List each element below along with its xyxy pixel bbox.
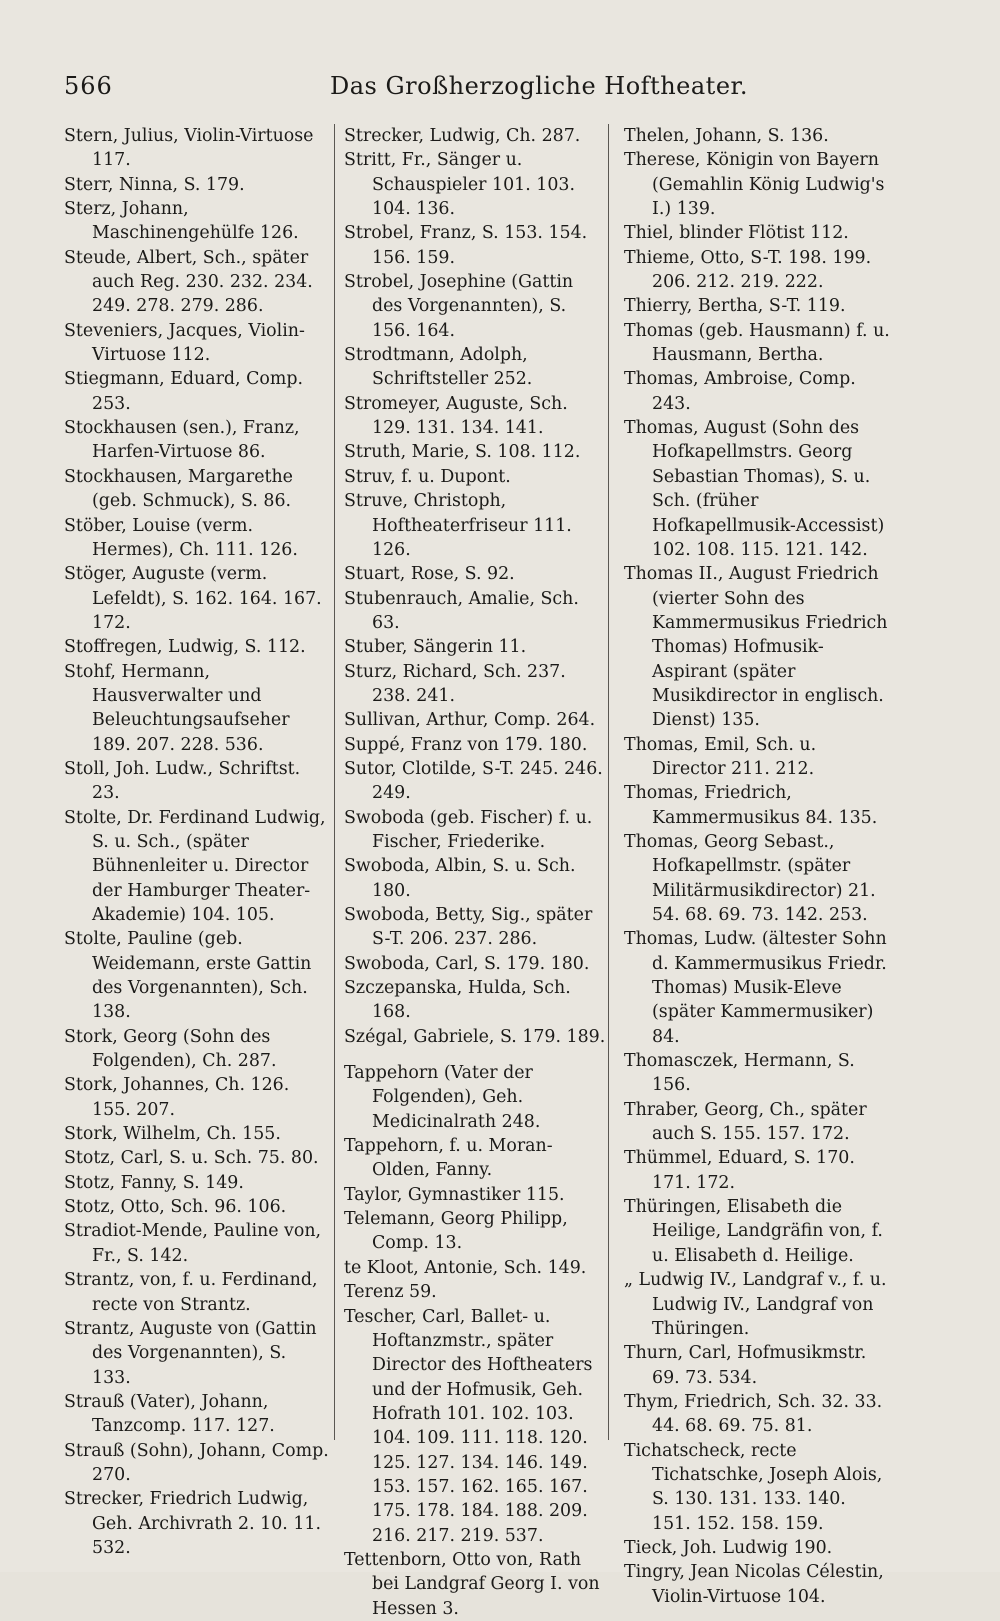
index-entry: Thomas, August (Sohn des Hofkapellmstrs. Georg Sebastian Thomas), S. u. Sch. (früher Hofkapellmusik-Accessist) 102. 108. 115. 121. 142. [624,418,885,560]
index-entry: Tappehorn (Vater der Folgenden), Geh. Medicinalrath 248. [344,1063,541,1132]
index-entry: Stockhausen, Margarethe (geb. Schmuck), S. 86. [64,466,293,512]
index-entry: „ Ludwig IV., Landgraf v., f. u. Ludwig IV., Landgraf von Thüringen. [624,1270,887,1339]
index-entry: Strantz, von, f. u. Ferdinand, recte von Strantz. [64,1270,318,1315]
index-entry: Stritt, Fr., Sänger u. Schauspieler 101. 103. 104. 136. [344,150,575,220]
index-entry: Sutor, Clotilde, S-T. 245. 246. 249. [344,758,603,804]
index-entry: Thomas, Georg Sebast., Hofkapellmstr. (später Militärmusikdirector) 21. 54. 68. 69. 73. 142. 253. [624,831,876,925]
index-entry: Strauß (Sohn), Johann, Comp. 270. [64,1440,329,1485]
index-entry: Thierry, Bertha, S-T. 119. [624,296,846,317]
index-entry: Thurn, Carl, Hofmusikmstr. 69. 73. 534. [624,1343,867,1388]
index-entry: Strecker, Friedrich Ludwig, Geh. Archivrath 2. 10. 11. 532. [64,1489,321,1558]
index-entry: Thomas II., August Friedrich (vierter Sohn des Kammermusikus Friedrich Thomas) Hofmusik-Aspirant (später Musikdirector in englisch. Dienst) 135. [624,564,888,731]
index-entry: Thüringen, Elisabeth die Heilige, Landgräfin von, f. u. Elisabeth d. Heilige. [624,1197,883,1266]
index-entry: Szczepanska, Hulda, Sch. 168. [344,978,571,1023]
index-entry: Stockhausen (sen.), Franz, Harfen-Virtuose 86. [64,418,300,463]
index-entry: Tingry, Jean Nicolas Célestin, Violin-Virtuose 104. [624,1562,884,1607]
index-entry: Stolte, Pauline (geb. Weidemann, erste Gattin des Vorgenannten), Sch. 138. [64,929,312,1023]
index-entry: Swoboda, Carl, S. 179. 180. [344,953,590,974]
index-entry: Taylor, Gymnastiker 115. [344,1184,565,1205]
index-entry: Thiel, blinder Flötist 112. [624,223,849,244]
index-entry: Stolte, Dr. Ferdinand Ludwig, S. u. Sch., (später Bühnenleiter u. Director der Hamburger Theater-Akademie) 104. 105. [64,807,326,925]
index-entry: Therese, Königin von Bayern (Gemahlin König Ludwig's I.) 139. [624,150,885,220]
index-entry: Stork, Johannes, Ch. 126. 155. 207. [64,1075,290,1120]
index-entry: Thomasczek, Hermann, S. 156. [624,1051,855,1096]
index-entry: Sturz, Richard, Sch. 237. 238. 241. [344,661,566,706]
page-number: 566 [64,72,113,100]
column-rule [608,124,609,1440]
index-entry: Strodtmann, Adolph, Schriftsteller 252. [344,345,533,390]
index-entry: Thomas, Emil, Sch. u. Director 211. 212. [624,734,817,779]
index-entry: Stromeyer, Auguste, Sch. 129. 131. 134. 141. [344,393,568,439]
index-entry: Tescher, Carl, Ballet- u. Hoftanzmstr., später Director des Hoftheaters und der Hofmusik, Geh. Hofrath 101. 102. 103. 104. 109. 111. 118. 120. 125. 127. 134. 146. 149. 153. 157. 162. 165. 167. 175. 178. 184. 188. 209. 216. 217. 219. 537. [344,1306,593,1546]
index-entry: Suppé, Franz von 179. 180. [344,734,588,755]
index-entry: Thieme, Otto, S-T. 198. 199. 206. 212. 219. 222. [624,247,872,293]
index-entry: Thomas (geb. Hausmann) f. u. Hausmann, Bertha. [624,320,890,366]
index-entry: Strobel, Franz, S. 153. 154. 156. 159. [344,223,588,268]
index-column-2 [344,124,606,1621]
running-head: Das Großherzogliche Hoftheater. [330,72,748,100]
index-entry: Terenz 59. [344,1282,437,1303]
index-column-3 [624,124,890,1609]
index-entry: Stuart, Rose, S. 92. [344,564,515,585]
index-entry: Strauß (Vater), Johann, Tanzcomp. 117. 127. [64,1391,275,1437]
index-entry: Steude, Albert, Sch., später auch Reg. 230. 232. 234. 249. 278. 279. 286. [64,247,313,317]
index-entry: Stern, Julius, Violin-Virtuose 117. [64,126,314,171]
index-entry: Swoboda, Albin, S. u. Sch. 180. [344,856,576,901]
index-entry: Stotz, Fanny, S. 149. [64,1172,244,1193]
index-entry: Thelen, Johann, S. 136. [624,126,829,146]
column-rule [334,124,335,1440]
index-entry: Struv, f. u. Dupont. [344,466,511,487]
index-entry: Struth, Marie, S. 108. 112. [344,442,581,463]
index-entry: Stuber, Sängerin 11. [344,637,527,658]
index-entry: Telemann, Georg Philipp, Comp. 13. [344,1209,568,1254]
index-entry: Sullivan, Arthur, Comp. 264. [344,710,596,731]
index-entry: Stotz, Otto, Sch. 96. 106. [64,1197,287,1218]
index-entry: Stotz, Carl, S. u. Sch. 75. 80. [64,1148,319,1169]
index-entry: Sterr, Ninna, S. 179. [64,174,245,195]
index-entry: Swoboda, Betty, Sig., später S-T. 206. 237. 286. [344,905,593,950]
index-entry: Tettenborn, Otto von, Rath bei Landgraf Georg I. von Hessen 3. [344,1549,600,1619]
index-entry: Strantz, Auguste von (Gattin des Vorgenannten), S. 133. [64,1318,317,1388]
index-entry: Struve, Christoph, Hoftheaterfriseur 111. 126. [344,491,572,560]
index-entry: Steveniers, Jacques, Violin-Virtuose 112. [64,320,305,366]
index-entry: Stöger, Auguste (verm. Lefeldt), S. 162. 164. 167. 172. [64,564,322,633]
index-entry: Stohf, Hermann, Hausverwalter und Beleuchtungsaufseher 189. 207. 228. 536. [64,661,290,755]
index-entry: Szégal, Gabriele, S. 179. 189. [344,1026,606,1047]
index-entry: Tappehorn, f. u. Moran-Olden, Fanny. [344,1136,553,1181]
index-entry: Thümmel, Eduard, S. 170. 171. 172. [624,1148,855,1193]
index-entry: Tichatscheck, recte Tichatschke, Joseph Alois, S. 130. 131. 133. 140. 151. 152. 158. 159. [624,1440,883,1534]
index-entry: Strecker, Ludwig, Ch. 287. [344,126,581,146]
index-entry: Stork, Georg (Sohn des Folgenden), Ch. 287. [64,1026,277,1072]
index-entry: Thomas, Ambroise, Comp. 243. [624,369,856,414]
index-entry: Stoll, Joh. Ludw., Schriftst. 23. [64,758,301,804]
index-entry: te Kloot, Antonie, Sch. 149. [344,1257,587,1278]
index-entry: Strobel, Josephine (Gattin des Vorgenannten), S. 156. 164. [344,272,574,341]
index-entry: Thomas, Ludw. (ältester Sohn d. Kammermusikus Friedr. Thomas) Musik-Eleve (später Kammermusiker) 84. [624,929,887,1047]
index-entry: Stoffregen, Ludwig, S. 112. [64,637,306,658]
index-entry: Stradiot-Mende, Pauline von, Fr., S. 142. [64,1221,322,1266]
index-entry: Tieck, Joh. Ludwig 190. [624,1537,833,1558]
index-entry: Stöber, Louise (verm. Hermes), Ch. 111. 126. [64,515,298,560]
index-entry: Thraber, Georg, Ch., später auch S. 155. 157. 172. [624,1099,867,1145]
index-column-1 [64,124,330,1560]
index-entry: Thym, Friedrich, Sch. 32. 33. 44. 68. 69. 75. 81. [624,1391,883,1437]
index-entry: Thomas, Friedrich, Kammermusikus 84. 135. [624,783,878,828]
index-entry: Stiegmann, Eduard, Comp. 253. [64,369,304,414]
index-entry: Stork, Wilhelm, Ch. 155. [64,1124,281,1145]
index-entry: Sterz, Johann, Maschinengehülfe 126. [64,199,299,244]
index-entry: Stubenrauch, Amalie, Sch. 63. [344,588,579,633]
index-entry: Swoboda (geb. Fischer) f. u. Fischer, Friederike. [344,807,593,852]
